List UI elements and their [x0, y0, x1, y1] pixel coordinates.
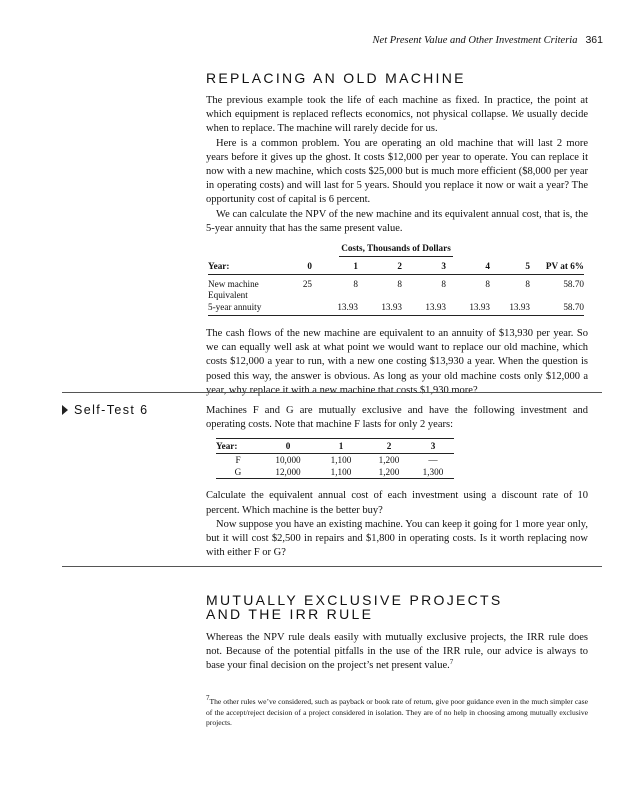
table-header-cell: 0 — [288, 259, 312, 275]
table-cell: 13.93 — [358, 302, 402, 316]
table-header-cell: 3 — [412, 439, 454, 454]
paragraph: We can calculate the NPV of the new machine and its equivalent annual cost, that is, the 5-year annuity that has the same present value. — [206, 208, 588, 234]
paragraph-text: usually decide when to replace. The machine will rarely decide for us. — [206, 109, 588, 135]
section-mutually-exclusive — [206, 593, 588, 674]
table-header-cell: 3 — [402, 259, 446, 275]
table-cell: 25 — [302, 278, 312, 289]
table-cell: 12,000 — [260, 466, 316, 479]
section-replacing-body — [206, 94, 588, 398]
paragraph: Now suppose you have an existing machine. You can keep it going for 1 more year only, but it will cost $2,500 in repairs and $1,800 in operating costs. Is it worth replacing now with either F or G? — [206, 518, 588, 559]
table-row — [208, 302, 584, 316]
footnote — [206, 694, 588, 729]
table-header-cell: 2 — [366, 439, 412, 454]
footnote-marker: 7 — [206, 694, 210, 702]
table-header-cell: Year: — [208, 259, 288, 275]
table-cell: 8 — [441, 278, 446, 289]
table-cell: F — [235, 455, 241, 466]
table-cell — [288, 302, 312, 316]
table-header-cell: Year: — [216, 439, 260, 454]
table-cell: G — [216, 466, 260, 479]
table-header-cell: 2 — [358, 259, 402, 275]
table-header-cell: 4 — [446, 259, 490, 275]
paragraph: Calculate the equivalent annual cost of each investment using a discount rate of 10 percent. Which machine is the better buy? — [206, 490, 588, 516]
table-header-cell: 0 — [260, 439, 316, 454]
section-title-line: MUTUALLY EXCLUSIVE PROJECTS — [206, 592, 503, 608]
paragraph: The cash flows of the new machine are equivalent to an annuity of $13,930 per year. So we can equally well ask at what point we would want to replace our old machine, which costs $12,000 a year to run, with a new one costing $13,930 a year. When the question is posed this way, the answer is obvious. As long as your old machine costs only $12,000 a year, why replace it with a new machine that costs $1,930 more? — [206, 328, 588, 396]
table-header-cell: PV at 6% — [530, 259, 584, 275]
table-cell: Equivalent — [208, 290, 248, 301]
self-test-label-text: Self-Test 6 — [74, 403, 149, 417]
machines-table — [216, 438, 454, 479]
cost-table — [208, 243, 584, 316]
triangle-icon — [62, 405, 68, 415]
table-cell: 1,300 — [412, 466, 454, 479]
table-cell: 5-year annuity — [208, 302, 288, 316]
section-replacing — [206, 71, 588, 85]
table-caption — [208, 243, 584, 259]
paragraph: Machines F and G are mutually exclusive and have the following investment and operating costs. Note that machine F lasts for only 2 years: — [206, 405, 588, 431]
table-cell: 1,200 — [366, 466, 412, 479]
footnote-text — [206, 694, 588, 729]
paragraph-text: Whereas the NPV rule deals easily with mutually exclusive projects, the IRR rule does not. Because of the potential pitfalls in the use of the IRR rule, our advice is always to base your final decision on the project’s net present value. — [206, 632, 588, 672]
section-title-line: AND THE IRR RULE — [206, 606, 374, 622]
running-title: Net Present Value and Other Investment Criteria — [372, 35, 578, 46]
table-cell: 58.70 — [563, 278, 584, 289]
table-cell: 8 — [397, 278, 402, 289]
table-header-row — [216, 439, 454, 454]
table-cell: 8 — [353, 278, 358, 289]
paragraph-text: The previous example took the life of each machine as fixed. In practice, the point at which equipment is replaced reflects economics, not physical collapse. — [206, 95, 588, 121]
table-cell: 1,100 — [316, 466, 366, 479]
table-cell: 13.93 — [312, 302, 358, 316]
paragraph: Here is a common problem. You are operating an old machine that will last 2 more years before it gives up the ghost. It costs $12,000 per year to operate. You can replace it now with a new machine, which costs $25,000 but is much more efficient ($8,000 per year in operating costs) and will last for 5 years. Should you replace it now or wait a year? The opportunity cost of capital is 6 percent. — [206, 137, 588, 206]
table-row — [208, 274, 584, 290]
section-title: REPLACING AN OLD MACHINE — [206, 70, 466, 86]
paragraph-emphasis: We — [511, 109, 524, 121]
section-title — [206, 593, 588, 621]
table-cell: 10,000 — [275, 455, 301, 466]
table-cell: 13.93 — [402, 302, 446, 316]
divider — [62, 392, 602, 393]
table-header-cell: 1 — [316, 439, 366, 454]
table-header-cell: 1 — [312, 259, 358, 275]
table-header-row — [208, 259, 584, 275]
table-header-cell: 5 — [490, 259, 530, 275]
running-head — [373, 34, 603, 46]
self-test-label — [62, 403, 148, 417]
paragraph — [206, 631, 588, 674]
table-cell: 8 — [485, 278, 490, 289]
table-cell: 1,200 — [378, 455, 400, 466]
table-caption-text: Costs, Thousands of Dollars — [339, 243, 453, 257]
footnote-ref: 7 — [449, 658, 454, 667]
table-cell: New machine — [208, 278, 259, 289]
table-row — [216, 466, 454, 479]
table-cell: — — [428, 455, 438, 466]
table-cell: 58.70 — [530, 302, 584, 316]
footnote-body: The other rules we’ve considered, such as payback or book rate of return, give poor guidance even in the much simpler case of the accept/reject decision of a project considered in isolation. They are of no help in choosing among mutually exclusive projects. — [206, 697, 588, 728]
table-row — [216, 454, 454, 467]
self-test-body — [206, 404, 588, 560]
table-cell: 8 — [525, 278, 530, 289]
paragraph — [206, 94, 588, 137]
table-cell: 13.93 — [490, 302, 530, 316]
table-cell: 1,100 — [330, 455, 352, 466]
page-number: 361 — [585, 34, 603, 46]
table-row — [208, 290, 584, 302]
divider — [62, 566, 602, 567]
table-cell: 13.93 — [446, 302, 490, 316]
